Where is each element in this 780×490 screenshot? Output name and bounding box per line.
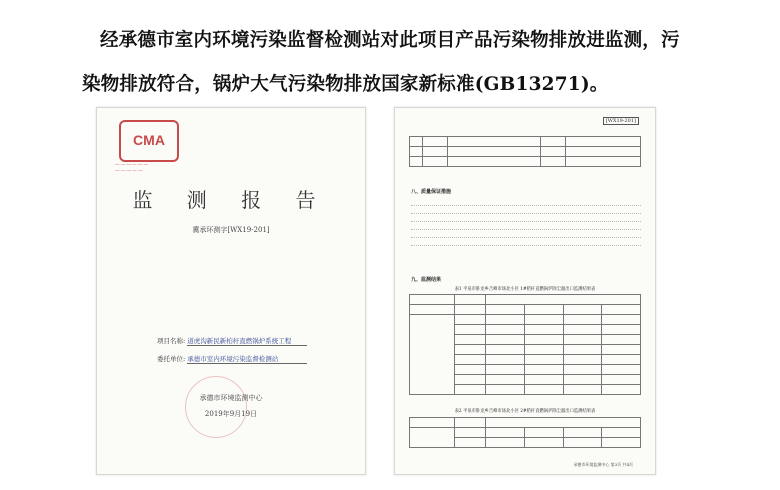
quality-paragraph [411,198,641,246]
client-label: 委托单位: [157,355,186,363]
results-report-number: [WX19-201] [603,117,639,125]
results-table-1 [409,294,641,395]
cover-report-number: 冀承环测字[WX19-201] [192,226,270,234]
report-cover-image [96,107,366,475]
project-field [157,336,307,346]
project-label: 项目名称: [157,337,186,345]
client-field [157,354,307,364]
caption-line-2: 染物排放符合，锅炉大气污染物排放国家新标准(GB13271)。 [82,74,609,95]
project-value: 道虎沟新民新柏秆直燃锅炉系统工程 [187,336,307,346]
report-results-image [394,107,656,475]
results-table-2 [409,417,641,448]
client-value: 承德市室内环境污染监督检测站 [187,354,307,364]
official-seal [185,376,247,438]
section-quality-assurance: 八、质量保证措施 [411,189,452,195]
top-method-table [409,136,641,167]
caption-line-1: 经承德市室内环境污染监督检测站对此项目产品污染物排放进监测，污 [100,30,680,51]
results-page-footer: 承德市环境监测中心 第3页 共4页 [573,462,633,467]
cover-organization: 承德市环境监测中心 [199,394,263,402]
table1-caption: 表1 平泉市卧龙乡吉峰市场北小区 1#秸秆直燃锅炉除尘器出口监测结果表 [454,287,596,292]
cover-date: 2019年9月19日 [204,410,258,418]
cover-title: 监 测 报 告 [132,188,330,212]
cma-logo-subtext: — — — — — — — — — — — [115,162,149,173]
section-results: 九、监测结果 [411,277,442,283]
cma-logo: CMA [119,120,179,162]
table2-caption: 表2 平泉市卧龙乡吉峰市场北小区 2#秸秆直燃锅炉除尘器出口监测结果表 [454,409,596,414]
